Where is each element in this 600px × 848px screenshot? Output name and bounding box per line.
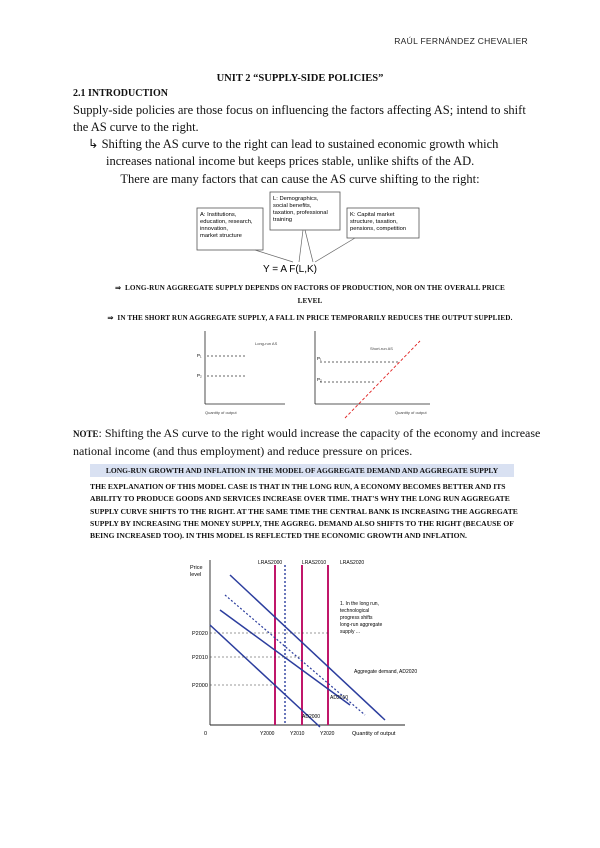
factor-l-line: L: Demographics, (273, 196, 319, 202)
price-label: P2010 (192, 655, 208, 661)
ad-label: Aggregate demand, AD2020 (354, 669, 418, 675)
left-p1: P₁ (197, 353, 202, 358)
ad-2020-line (230, 575, 385, 720)
bullet-text: LONG-RUN AGGREGATE SUPPLY DEPENDS ON FACTORS OF PRODUCTION, NOR ON THE OVERALL PRICE (125, 284, 505, 292)
production-function: Y = A F(L,K) (263, 264, 318, 275)
annotation-line: supply ... (340, 629, 361, 635)
bullet-lras (95, 282, 525, 308)
lras-label: LRAS2000 (258, 560, 283, 566)
bullet-symbol: ⇒ (107, 314, 114, 322)
factor-l-line: taxation, professional (273, 210, 328, 216)
ad-label: AD2010 (330, 695, 349, 701)
factor-a-line: education, research, (200, 219, 253, 225)
price-label: P2020 (192, 631, 208, 637)
factor-l-line: social benefits, (273, 203, 312, 209)
y-axis-label: Price (190, 565, 203, 571)
section-banner (90, 464, 514, 477)
left-p2: P₂ (197, 373, 202, 378)
lras-label: LRAS2010 (302, 560, 327, 566)
shift-point (88, 136, 528, 170)
price-label: P2000 (192, 683, 208, 689)
banner-text: LONG-RUN GROWTH AND INFLATION IN THE MODEL OF AGGREGATE DEMAND AND AGGREGATE SUPPLY (105, 466, 499, 475)
factor-a-line: innovation, (200, 226, 229, 232)
note-label: NOTE (73, 429, 99, 439)
author-header: RAÚL FERNÁNDEZ CHEVALIER (394, 36, 528, 46)
lras-label: LRAS2020 (340, 560, 365, 566)
right-p1: P₁ (317, 356, 322, 361)
factor-k-line: structure, taxation, (350, 219, 398, 225)
factor-connector (305, 230, 313, 262)
factor-diagram (195, 190, 425, 275)
ad-2000-line (210, 625, 320, 727)
factor-l-line: training (273, 217, 293, 223)
section-title: 2.1 INTRODUCTION (73, 88, 169, 99)
x-axis-label: Quantity of output (352, 731, 396, 737)
bullet-sras (85, 313, 535, 322)
right-p2: P₂ (317, 377, 322, 382)
factor-k-line: K: Capital market (350, 212, 395, 218)
left-xlabel: Quantity of output (205, 410, 237, 415)
factors-intro: There are many factors that can cause the AS curve shifting to the right: (120, 172, 480, 186)
factor-connector (255, 250, 293, 262)
shift-point-line2: increases national income but keeps prices stable, unlike shifts of the AD. (106, 154, 475, 168)
factor-connector (299, 230, 303, 262)
factor-connector (315, 238, 355, 262)
right-label: Short-run AS (370, 346, 393, 351)
sras-curve (345, 341, 420, 418)
unit-title: UNIT 2 “SUPPLY-SIDE POLICIES” (216, 73, 384, 84)
bullet-symbol: ⇒ (115, 284, 122, 292)
right-xlabel: Quantity of output (395, 410, 427, 415)
bullet-text: LEVEL (297, 297, 323, 305)
factor-k-line: pensions, competition (350, 226, 407, 232)
origin-label: 0 (204, 731, 208, 737)
annotation-line: technological (340, 608, 370, 614)
model-explanation: THE EXPLANATION OF THIS MODEL CASE IS THAT IN THE LONG RUN, A ECONOMY BECOMES BETTER AND ITS ABILITY TO PRODUCE GOODS AND SERVICES INCREASE OVER TIME. THAT'S WHY THE LONG RUN AGGREGATE SUPPLY CURVE SHIFTS TO THE RIGHT. AT THE SAME TIME THE CENTRAL BANK IS INCREASING THE AGGREGATE SUPPLY BY INCREASING THE MONEY SUPPLY, THE AGGREG. DEMAND ALSO SHIFTS TO THE RIGHT (BECAUSE OF BEING INCREASED TOO). IN THIS MODEL IS REFLECTED THE ECONOMIC GROWTH AND INFLATION. (90, 482, 518, 541)
bullet-text: IN THE SHORT RUN AGGREGATE SUPPLY, A FALL IN PRICE TEMPORARILY REDUCES THE OUTPUT SUPPLIED. (117, 314, 513, 322)
shift-point-line1: ↳ Shifting the AS curve to the right can lead to sustained economic growth which (88, 137, 499, 151)
adas-growth-chart (190, 555, 430, 745)
y-axis-label: level (190, 572, 202, 578)
output-label: Y2000 (260, 731, 275, 737)
note-text: : Shifting the AS curve to the right would increase the capacity of the economy and increase national income (and thus employment) and reduce pressure on prices. (73, 426, 541, 458)
annotation-line: long-run aggregate (340, 622, 383, 628)
output-label: Y2010 (290, 731, 305, 737)
annotation-line: 1. In the long run, (340, 601, 379, 607)
output-label: Y2020 (320, 731, 335, 737)
factor-a-line: market structure (200, 233, 242, 239)
factor-a-line: A: Institutions, (200, 212, 237, 218)
ad-label: AD2000 (302, 714, 321, 720)
intro-paragraph: Supply-side policies are those focus on influencing the factors affecting AS; intend to shift the AS curve to the right. (73, 103, 526, 134)
small-as-charts (195, 326, 435, 421)
annotation-line: progress shifts (340, 615, 373, 621)
left-label: Long-run AS (255, 341, 278, 346)
note-paragraph (73, 425, 543, 460)
